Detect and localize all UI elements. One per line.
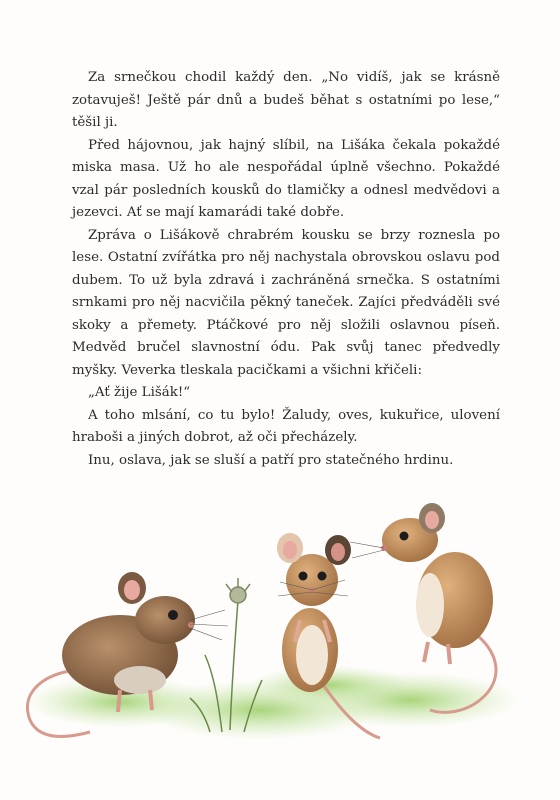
paragraph: Zpráva o Lišákově chrabrém kousku se brzy roznesla po lese. Ostatní zvířátka pro něj nachystala obrovskou oslavu pod dubem. To už byla zdravá i zachráněná srnečka. S ostatními srnkami pro něj nacvičila pěkný taneček. Zajíci předváděli své skoky a přemety. Ptáčkové pro něj složili oslavnou píseň. Medvěd bručel slavnostní ódu. Pak svůj tanec předvedly myšky. Veverka tleskala pacičkami a všichni křičeli: [72, 227, 500, 378]
paragraph: Inu, oslava, jak se sluší a patří pro statečného hrdinu. [88, 452, 454, 468]
paragraph: Před hájovnou, jak hajný slíbil, na Lišáka čekala pokaždé miska masa. Už ho ale nespořádal úplně všechno. Pokaždé vzal pár posledních kousků do tlamičky a odnesl medvědovi a jezevci. Ať se mají kamarádi také dobře. [72, 137, 500, 220]
story-text [72, 67, 500, 472]
paragraph: „Ať žije Lišák!“ [88, 385, 191, 400]
paragraph: A toho mlsání, co tu bylo! Žaludy, oves, kukuřice, ulovení hraboši a jiných dobrot, až oči přecházely. [72, 407, 500, 445]
paragraph: Za srnečkou chodil každý den. „No vidíš, jak se krásně zotavuješ! Ještě pár dnů a budeš běhat s ostatními po lese,“ těšil ji. [72, 70, 500, 130]
mice-illustration [0, 470, 560, 750]
